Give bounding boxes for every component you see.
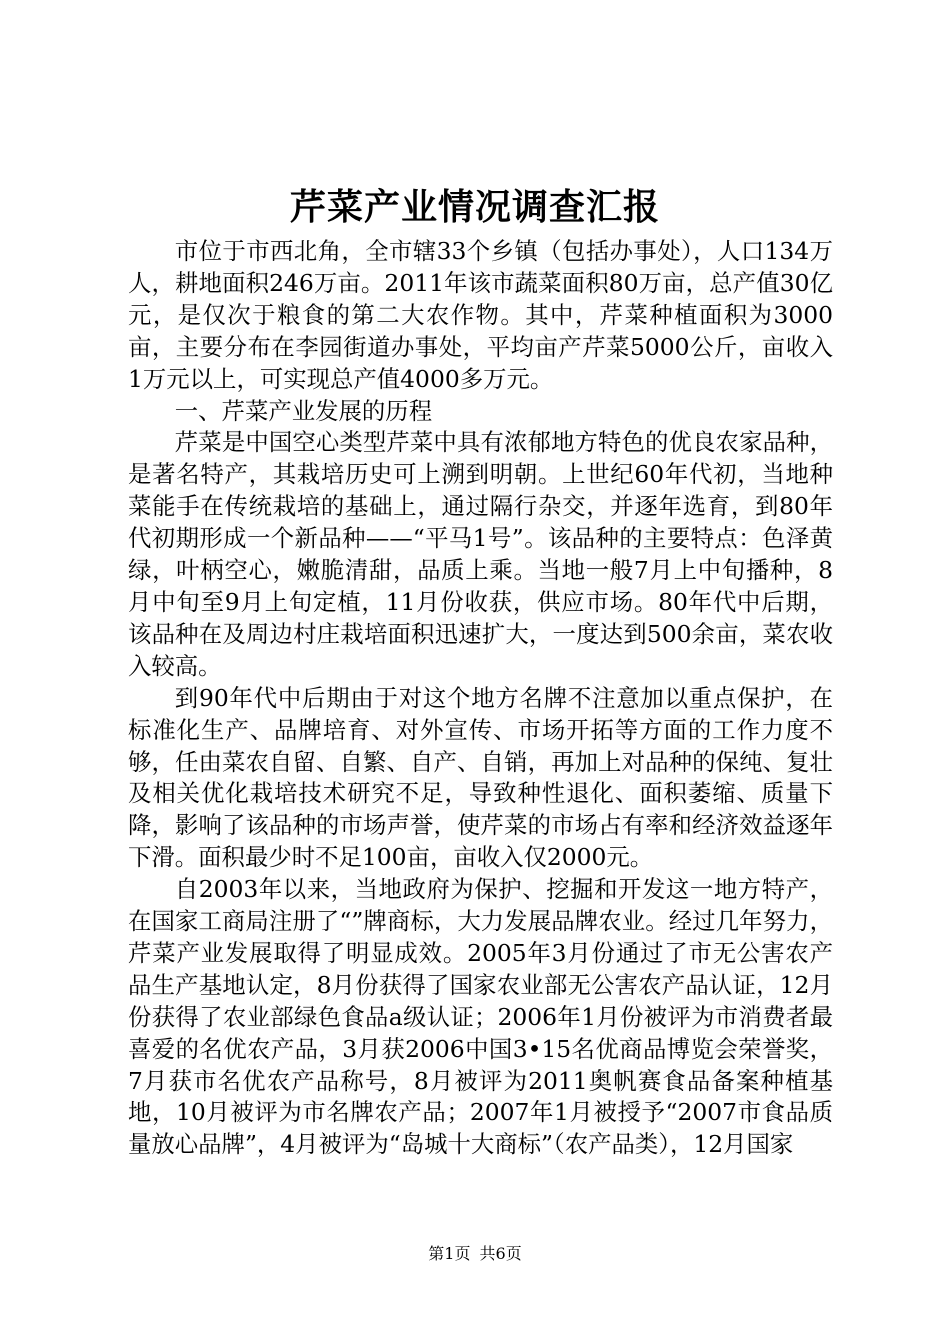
paragraph-revival: 自2003年以来，当地政府为保护、挖掘和开发这一地方特产，在国家工商局注册了“”牌商标，大力发展品牌农业。经过几年努力，芹菜产业发展取得了明显成效。2005年3月份通过了市无公害农产品生产基地认定，8月份获得了国家农业部无公害农产品认证，12月份获得了农业部绿色食品a级认证；2006年1月份被评为市消费者最喜爱的名优农产品，3月获2006中国3•15名优商品博览会荣誉奖，7月获市名优农产品称号，8月被评为2011奥帆赛食品备案种植基地，10月被评为市名牌农产品；2007年1月被授予“2007市食品质量放心品牌”，4月被评为“岛城十大商标”（农产品类），12月国家: [128, 875, 833, 1159]
document-title: 芹菜产业情况调查汇报: [289, 186, 660, 228]
section-heading-history: 一、芹菜产业发展的历程: [174, 396, 433, 425]
paragraph-intro: 市位于市西北角，全市辖33个乡镇（包括办事处），人口134万人，耕地面积246万亩。2011年该市蔬菜面积80万亩，总产值30亿元，是仅次于粮食的第二大农作物。其中，芹菜种植面积为3000亩，主要分布在李园街道办事处，平均亩产芹菜5000公斤，亩收入1万元以上，可实现总产值4000多万元。: [128, 237, 833, 393]
page-number: 第1页: [428, 1244, 471, 1263]
paragraph-decline: 到90年代中后期由于对这个地方名牌不注意加以重点保护，在标准化生产、品牌培育、对外宣传、市场开拓等方面的工作力度不够，任由菜农自留、自繁、自产、自销，再加上对品种的保纯、复壮及相关优化栽培技术研究不足，导致种性退化、面积萎缩、质量下降，影响了该品种的市场声誉，使芹菜的市场占有率和经济效益逐年下滑。面积最少时不足100亩，亩收入仅2000元。: [128, 683, 833, 872]
page-footer: [0, 1243, 950, 1265]
page-total: 共6页: [479, 1244, 522, 1263]
paragraph-history: 芹菜是中国空心类型芹菜中具有浓郁地方特色的优良农家品种，是著名特产，其栽培历史可上溯到明朝。上世纪60年代初，当地种菜能手在传统栽培的基础上，通过隔行杂交，并逐年选育，到80年代初期形成一个新品种——“平马1号”。该品种的主要特点：色泽黄绿，叶柄空心，嫩脆清甜，品质上乘。当地一般7月上中旬播种，8月中旬至9月上旬定植，11月份收获，供应市场。80年代中后期，该品种在及周边村庄栽培面积迅速扩大，一度达到500余亩，菜农收入较高。: [128, 428, 833, 680]
document-body: [128, 236, 833, 1161]
